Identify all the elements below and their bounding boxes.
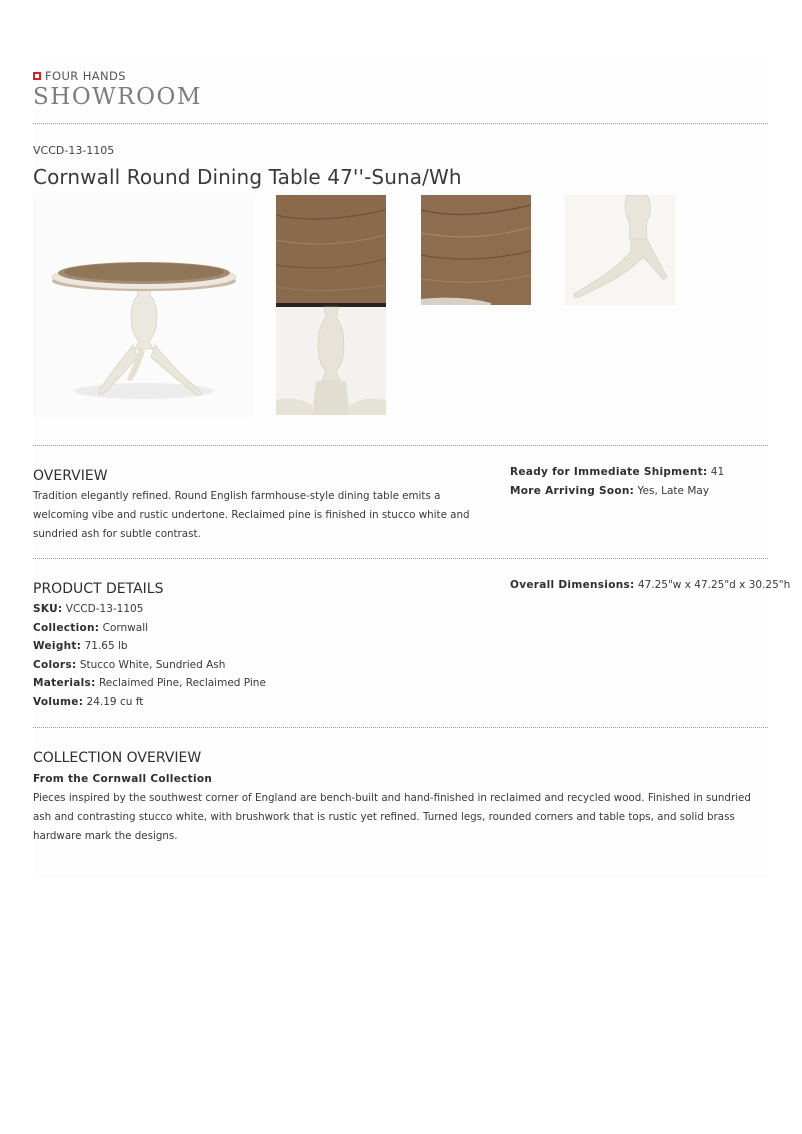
arriving-value: Yes, Late May xyxy=(637,484,710,497)
details-section xyxy=(33,559,791,727)
product-gallery xyxy=(33,195,768,427)
product-image-detail-2[interactable] xyxy=(421,195,531,305)
product-image-detail-3[interactable] xyxy=(565,195,675,305)
collection-section xyxy=(33,728,768,878)
shipment-value: 41 xyxy=(710,466,725,478)
product-title: Cornwall Round Dining Table 47''-Suna/Wh xyxy=(33,165,462,189)
brand-logo-icon xyxy=(33,72,41,80)
detail-row-volume: Volume: 24.19 cu ft xyxy=(33,695,144,708)
availability xyxy=(510,463,724,500)
details-list xyxy=(33,600,266,711)
brand-header xyxy=(33,63,768,123)
collection-heading: COLLECTION OVERVIEW xyxy=(33,750,202,766)
collection-subheading: From the Cornwall Collection xyxy=(33,773,213,785)
product-sku: VCCD-13-1105 xyxy=(33,144,115,157)
brand-wordmark: SHOWROOM xyxy=(33,84,202,110)
brand-logo-small xyxy=(33,69,126,83)
shipment-row: Ready for Immediate Shipment: 41 xyxy=(510,466,725,478)
overview-heading: OVERVIEW xyxy=(33,468,108,484)
overview-text: Tradition elegantly refined. Round English farmhouse-style dining table emits a welcoming vibe and rustic undertone. Reclaimed pine is finished in stucco white and sundried ash for subtle contrast. xyxy=(33,490,470,540)
dimensions-row: Overall Dimensions: 47.25"w x 47.25"d x 30.25"h xyxy=(510,579,791,591)
details-heading: PRODUCT DETAILS xyxy=(33,581,164,597)
overview-section xyxy=(33,446,768,558)
spec-sheet xyxy=(33,63,791,878)
detail-row-collection: Collection: Cornwall xyxy=(33,621,149,634)
brand-top-text: FOUR HANDS xyxy=(45,69,127,83)
divider xyxy=(33,123,768,124)
dimensions-value: 47.25"w x 47.25"d x 30.25"h xyxy=(637,579,791,591)
detail-row-sku: SKU: VCCD-13-1105 xyxy=(33,603,144,615)
product-image-detail-1[interactable] xyxy=(276,195,386,415)
product-image-main[interactable] xyxy=(33,195,255,417)
detail-row-weight: Weight: 71.65 lb xyxy=(33,640,128,652)
collection-text: Pieces inspired by the southwest corner of England are bench-built and hand-finished in reclaimed and recycled wood. Finished in sundried ash and contrasting stucco white, with brushwork that is rustic yet refined. Turned legs, rounded corners and table tops, and solid brass hardware mark the designs. xyxy=(33,792,751,842)
detail-row-colors: Colors: Stucco White, Sundried Ash xyxy=(33,658,226,671)
detail-row-materials: Materials: Reclaimed Pine, Reclaimed Pine xyxy=(33,677,266,689)
arriving-row: More Arriving Soon: Yes, Late May xyxy=(510,484,710,497)
